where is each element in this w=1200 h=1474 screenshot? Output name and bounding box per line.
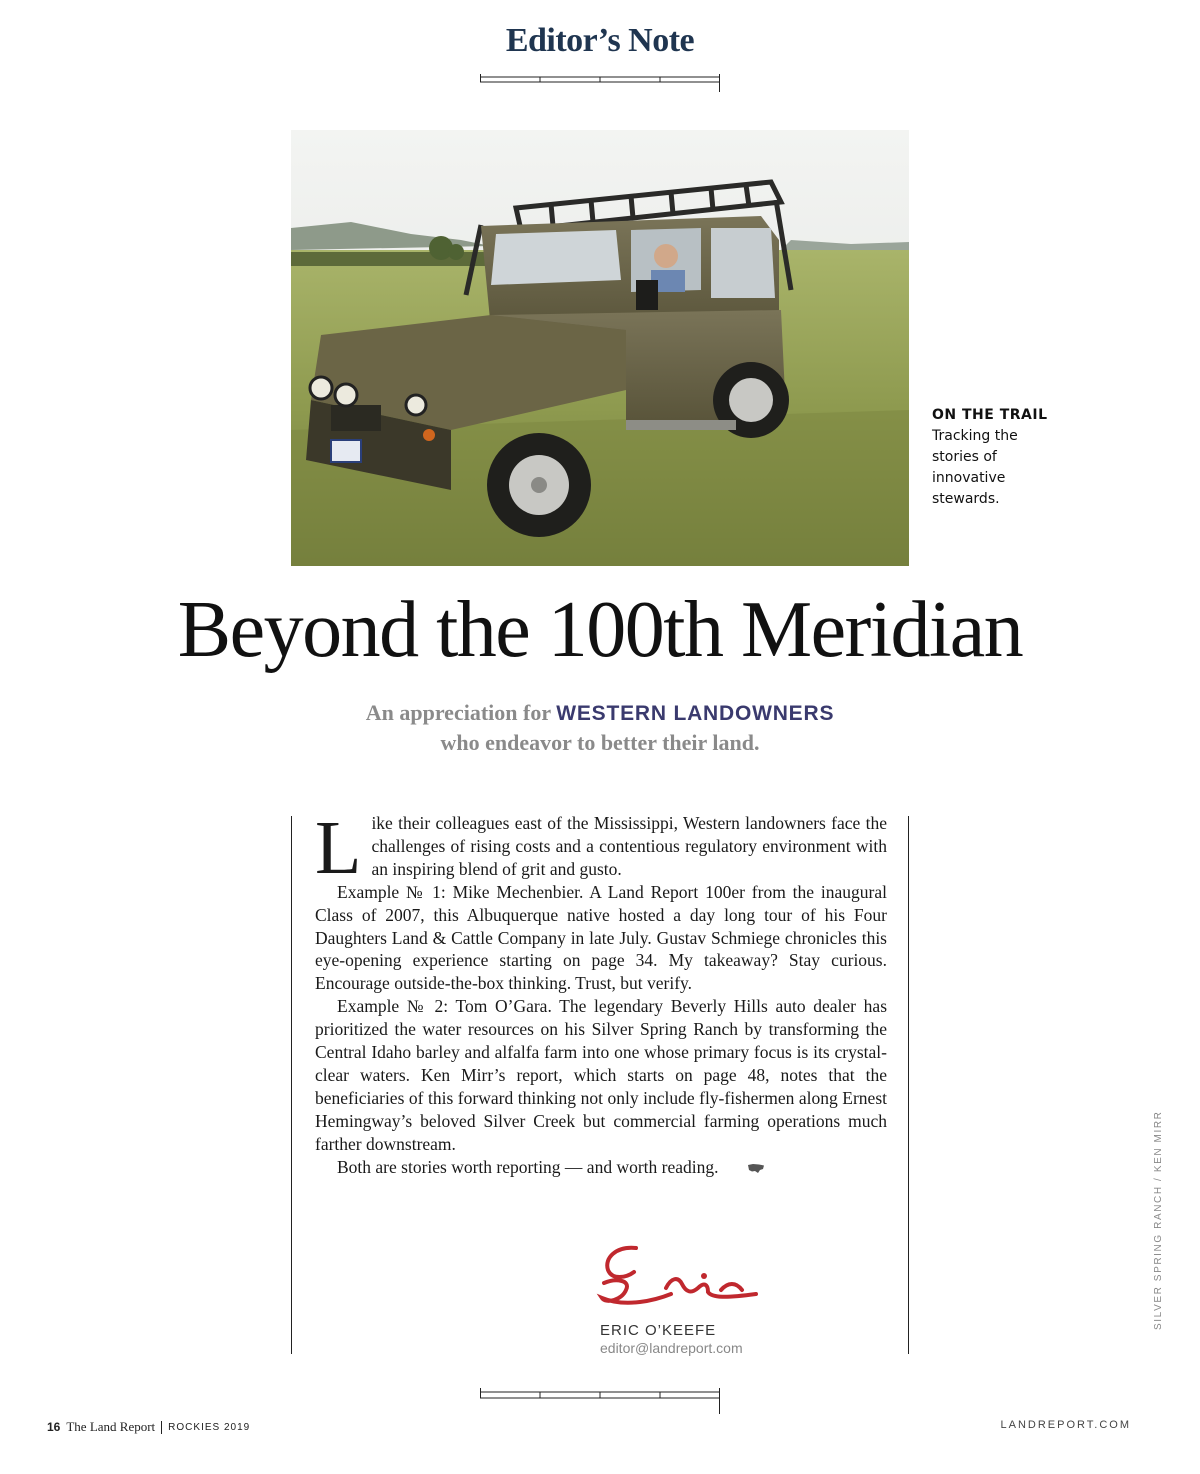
signature-image xyxy=(596,1238,761,1313)
us-map-icon xyxy=(725,1157,765,1180)
article-photo xyxy=(291,130,909,566)
photo-credit: SILVER SPRING RANCH / KEN MIRR xyxy=(1153,1110,1164,1330)
footer-left xyxy=(47,1419,250,1435)
body-paragraph: Example № 1: Mike Mechenbier. A Land Report 100er from the inaugural Class of 2007, this Albuquerque native hosted a day long tour of his Four Daughters Land & Cattle Company in late July. Gustav Schmiege chronicles this eye-opening experience starting on page 34. My takeaway? Stay curious. Encourage outside-the-box thinking. Trust, but verify. xyxy=(315,881,887,994)
footer-divider xyxy=(161,1421,162,1434)
photo-caption xyxy=(932,405,1052,510)
website-link[interactable]: LANDREPORT.COM xyxy=(1000,1419,1131,1431)
page-number: 16 xyxy=(47,1420,61,1434)
author-email[interactable]: editor@landreport.com xyxy=(600,1340,743,1356)
header-ruler xyxy=(480,74,720,86)
article-dek xyxy=(0,698,1200,757)
article-body xyxy=(315,806,887,1180)
dek-after: who endeavor to better their land. xyxy=(440,730,760,755)
issue-label: ROCKIES 2019 xyxy=(168,1421,251,1433)
drop-cap: L xyxy=(315,806,362,890)
caption-title: ON THE TRAIL xyxy=(932,407,1048,423)
dek-before: An appreciation for xyxy=(365,700,557,725)
column-rule-left xyxy=(291,816,292,1354)
author-name: ERIC O’KEEFE xyxy=(600,1322,717,1339)
caption-text: Tracking the stories of innovative stewards. xyxy=(932,428,1018,507)
publication-name: The Land Report xyxy=(66,1419,156,1434)
dek-highlight: WESTERN LANDOWNERS xyxy=(556,702,835,725)
footer-ruler xyxy=(480,1388,720,1400)
article-headline: Beyond the 100th Meridian xyxy=(177,586,1023,674)
body-paragraph xyxy=(315,806,887,890)
column-rule-right xyxy=(908,816,909,1354)
body-paragraph: Example № 2: Tom O’Gara. The legendary Beverly Hills auto dealer has prioritized the water resources on his Silver Spring Ranch by transforming the Central Idaho barley and alfalfa farm into one whose primary focus is its crystal-clear waters. Ken Mirr’s report, which starts on page 48, notes that the beneficiaries of this forward thinking not only include fly-fishermen along Ernest Hemingway’s beloved Silver Creek but commercial farming operations much farther downstream. xyxy=(315,996,887,1154)
paragraph-text: Both are stories worth reporting — and worth reading. xyxy=(337,1156,719,1177)
body-paragraph xyxy=(315,1156,887,1180)
paragraph-text: ike their colleagues east of the Mississippi, Western landowners face the challenges of rising costs and a contentious regulatory environment with an inspiring blend of grit and gusto. xyxy=(371,813,887,879)
section-title: Editor’s Note xyxy=(505,22,695,59)
